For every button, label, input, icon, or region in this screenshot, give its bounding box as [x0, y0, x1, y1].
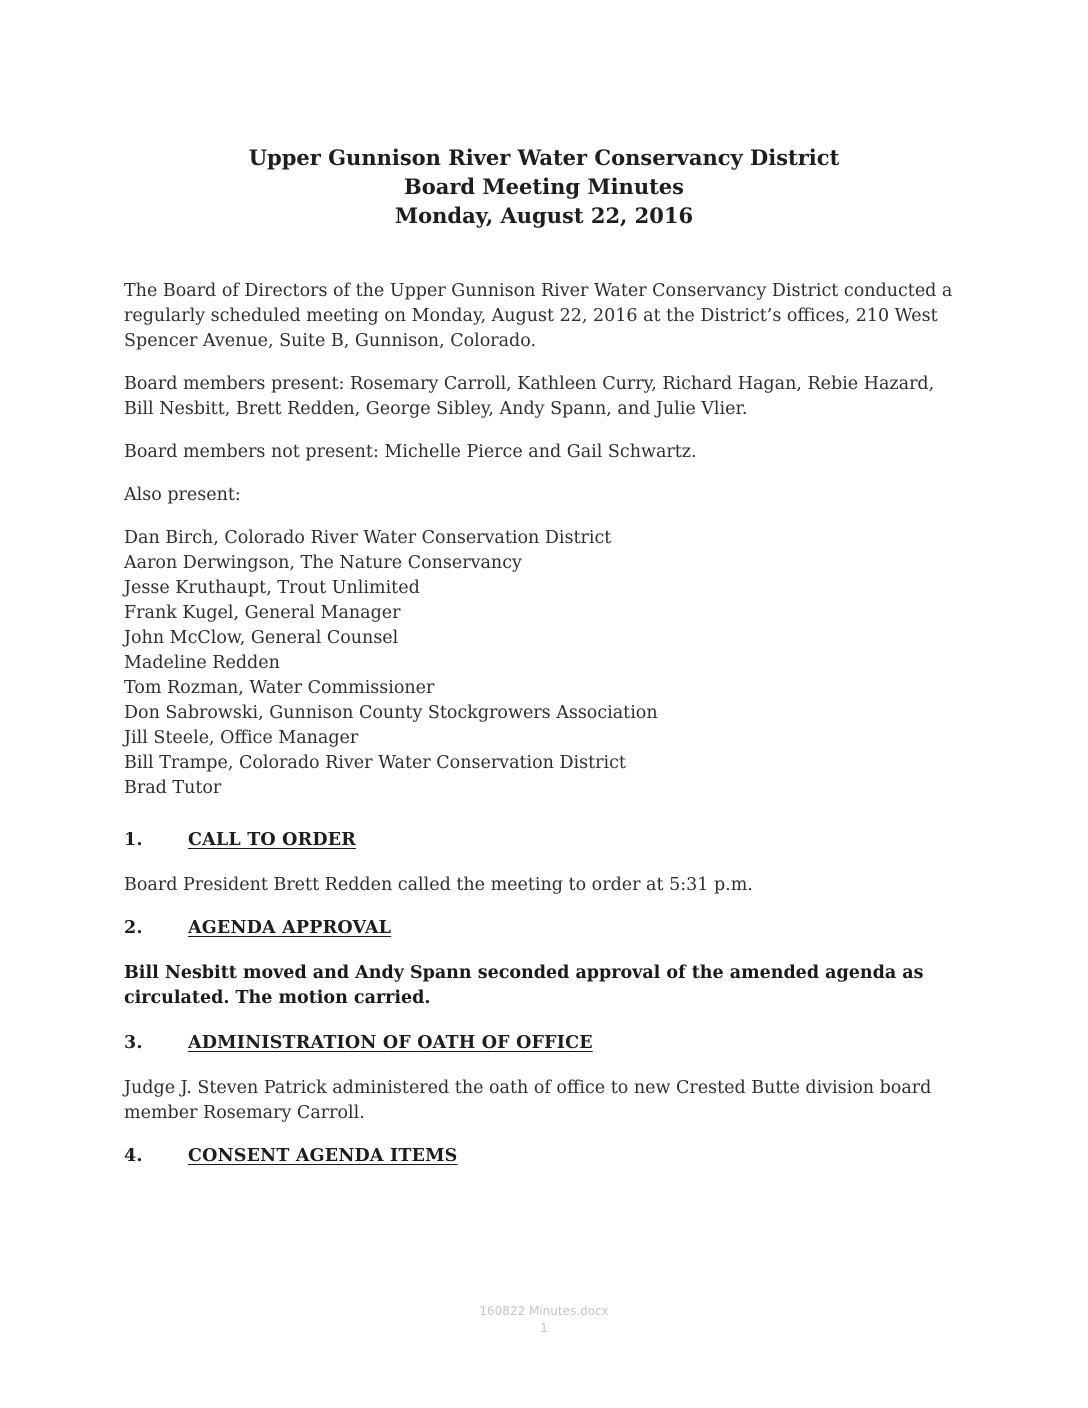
document-body [124, 279, 964, 1189]
document-title [0, 143, 1088, 230]
section-number: 2. [124, 918, 143, 938]
title-organization: Upper Gunnison River Water Conservancy District [248, 145, 840, 170]
section-title: CALL TO ORDER [188, 830, 357, 850]
attendee-item: Jill Steele, Office Manager [124, 728, 359, 748]
call-to-order-text: Board President Brett Redden called the meeting to order at 5:31 p.m. [124, 875, 753, 895]
section-heading-call-to-order [124, 828, 964, 853]
attendee-item: John McClow, General Counsel [124, 628, 399, 648]
attendee-item: Aaron Derwingson, The Nature Conservancy [124, 553, 522, 573]
section-title: CONSENT AGENDA ITEMS [188, 1146, 458, 1166]
section-number: 1. [124, 830, 143, 850]
attendee-list [124, 526, 964, 801]
footer-page-number: 1 [540, 1321, 548, 1335]
section-heading-agenda-approval [124, 916, 964, 941]
oath-of-office-text: Judge J. Steven Patrick administered the oath of office to new Crested Butte division board member Rosemary Carroll. [124, 1078, 932, 1123]
attendee-item: Tom Rozman, Water Commissioner [124, 678, 435, 698]
section-heading-consent-agenda [124, 1144, 964, 1169]
title-document-type: Board Meeting Minutes [404, 174, 684, 199]
section-title: AGENDA APPROVAL [188, 918, 392, 938]
attendee-item: Dan Birch, Colorado River Water Conservation District [124, 528, 612, 548]
attendee-item: Bill Trampe, Colorado River Water Conservation District [124, 753, 626, 773]
title-meeting-date: Monday, August 22, 2016 [394, 203, 694, 228]
intro-paragraph: The Board of Directors of the Upper Gunnison River Water Conservancy District conducted a regularly scheduled meeting on Monday, August 22, 2016 at the District’s offices, 210 West Spencer Avenue, Suite B, Gunnison, Colorado. [124, 281, 953, 351]
attendee-item: Brad Tutor [124, 778, 222, 798]
attendee-item: Madeline Redden [124, 653, 280, 673]
section-number: 3. [124, 1033, 143, 1053]
section-heading-oath-of-office [124, 1031, 964, 1056]
also-present-label: Also present: [124, 485, 241, 505]
section-title: ADMINISTRATION OF OATH OF OFFICE [188, 1033, 593, 1053]
board-not-present-paragraph: Board members not present: Michelle Pierce and Gail Schwartz. [124, 442, 697, 462]
agenda-approval-motion: Bill Nesbitt moved and Andy Spann seconded approval of the amended agenda as circulated. The motion carried. [124, 963, 924, 1008]
page-footer [0, 1303, 1088, 1337]
board-present-paragraph: Board members present: Rosemary Carroll, Kathleen Curry, Richard Hagan, Rebie Hazard, Bill Nesbitt, Brett Redden, George Sibley, Andy Spann, and Julie Vlier. [124, 374, 935, 419]
attendee-item: Frank Kugel, General Manager [124, 603, 401, 623]
section-number: 4. [124, 1146, 143, 1166]
attendee-item: Don Sabrowski, Gunnison County Stockgrowers Association [124, 703, 658, 723]
attendee-item: Jesse Kruthaupt, Trout Unlimited [124, 578, 420, 598]
footer-filename: 160822 Minutes.docx [479, 1304, 609, 1318]
